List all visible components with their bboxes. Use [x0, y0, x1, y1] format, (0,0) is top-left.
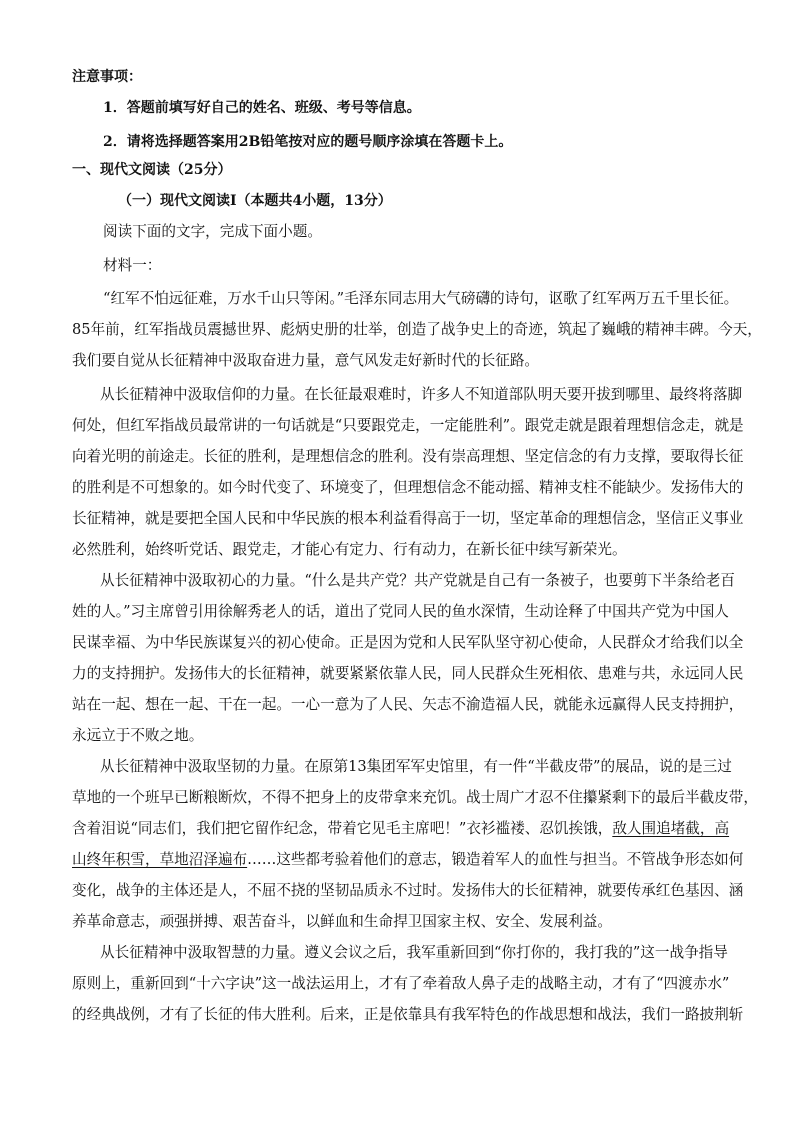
paragraph-2-line-6: 必然胜利，始终听党话、跟党走，才能心有定力、行有动力，在新长征中续写新荣光。 — [72, 541, 627, 558]
paragraph-4-line-4 — [72, 850, 743, 870]
paragraph-4-line-3 — [72, 819, 729, 839]
section-title: 一、现代文阅读（25分） — [72, 162, 232, 178]
paragraph-2-line-3: 向着光明的前途走。长征的胜利，是理想信念的胜利。没有崇高理想、坚定信念的有力支撑，要取得长征 — [72, 448, 744, 465]
paragraph-1-line-2: 85年前，红军指战员震撼世界、彪炳史册的壮举，创造了战争史上的奇迹，筑起了巍峨的精神丰碑。今天， — [72, 321, 762, 338]
paragraph-2-line-4: 的胜利是不可想象的。如今时代变了、环境变了，但理想信念不能动摇、精神支柱不能缺少。发扬伟大的 — [72, 479, 744, 496]
notice-item-2: 2．请将选择题答案用2B铅笔按对应的题号顺序涂填在答题卡上。 — [103, 134, 513, 150]
paragraph-4-line-1: 从长征精神中汲取坚韧的力量。在原第13集团军军史馆里，有一件“半截皮带”的展品，说的是三过 — [100, 758, 732, 775]
reading-instruction: 阅读下面的文字，完成下面小题。 — [103, 223, 322, 240]
paragraph-4-line-2: 草地的一个班早已断粮断炊，不得不把身上的皮带拿来充饥。战士周广才忍不住攥紧剩下的最后半截皮带， — [72, 789, 758, 806]
paragraph-3-line-1: 从长征精神中汲取初心的力量。“什么是共产党？共产党就是自己有一条被子，也要剪下半条给老百 — [100, 572, 735, 589]
section-subtitle: （一）现代文阅读Ⅰ（本题共4小题，13分） — [118, 193, 392, 209]
paragraph-2-line-2: 何处，但红军指战员最常讲的一句话就是“只要跟党走，一定能胜利”。跟党走就是跟着理想信念走，就是 — [72, 417, 744, 434]
paragraph-4-line-6: 养革命意志，顽强拼搏、艰苦奋斗，以鲜血和生命捍卫国家主权、安全、发展利益。 — [72, 913, 612, 930]
paragraph-3-line-3: 民谋幸福、为中华民族谋复兴的初心使命。正是因为党和人民军队坚守初心使命，人民群众才给我们以全 — [72, 634, 744, 651]
paragraph-4-line-5: 变化，战争的主体还是人，不屈不挠的坚韧品质永不过时。发扬伟大的长征精神，就要传承红色基因、涵 — [72, 882, 744, 899]
paragraph-3-line-5: 站在一起、想在一起、干在一起。一心一意为了人民、矢志不渝造福人民，就能永远赢得人民支持拥护， — [72, 696, 744, 713]
paragraph-5-line-1: 从长征精神中汲取智慧的力量。遵义会议之后，我军重新回到“你打你的，我打我的”这一战争指导 — [100, 944, 728, 961]
paragraph-3-line-2: 姓的人。”习主席曾引用徐解秀老人的话，道出了党同人民的鱼水深情，生动诠释了中国共产党为中国人 — [72, 603, 729, 620]
paragraph-3-line-6: 永远立于不败之地。 — [72, 727, 204, 744]
paragraph-5-line-3: 的经典战例，才有了长征的伟大胜利。后来，正是依靠具有我军特色的作战思想和战法，我们一路披荆斩 — [72, 1006, 744, 1023]
paragraph-1-line-3: 我们要自觉从长征精神中汲取奋进力量，意气风发走好新时代的长征路。 — [72, 352, 540, 369]
notice-item-1: 1．答题前填写好自己的姓名、班级、考号等信息。 — [103, 100, 421, 116]
paragraph-4-line-3-text: 含着泪说“同志们，我们把它留作纪念，带着它见毛主席吧！”衣衫褴褛、忍饥挨饿， — [72, 820, 613, 837]
paragraph-4-line-4-text: ……这些都考验着他们的意志，锻造着军人的血性与担当。不管战争形态如何 — [247, 851, 744, 868]
paragraph-2-line-1: 从长征精神中汲取信仰的力量。在长征最艰难时，许多人不知道部队明天要开拔到哪里、最终将落脚 — [100, 386, 743, 403]
paragraph-3-line-4: 力的支持拥护。发扬伟大的长征精神，就要紧紧依靠人民，同人民群众生死相依、患难与共，永远同人民 — [72, 665, 744, 682]
underlined-phrase-2: 山终年积雪，草地沼泽遍布 — [72, 851, 248, 868]
material-label: 材料一： — [103, 257, 162, 274]
underlined-phrase-1: 敌人围追堵截，高 — [612, 820, 730, 837]
paragraph-1-line-1: “红军不怕远征难，万水千山只等闲。”毛泽东同志用大气磅礴的诗句，讴歌了红军两万五千里长征。 — [103, 290, 739, 307]
paragraph-5-line-2: 原则上，重新回到“十六字诀”这一战法运用上，才有了牵着敌人鼻子走的战略主动，才有了“四渡赤水” — [72, 975, 730, 992]
notice-title: 注意事项： — [72, 69, 142, 85]
paragraph-2-line-5: 长征精神，就是要把全国人民和中华民族的根本利益看得高于一切，坚定革命的理想信念，坚信正义事业 — [72, 510, 744, 527]
